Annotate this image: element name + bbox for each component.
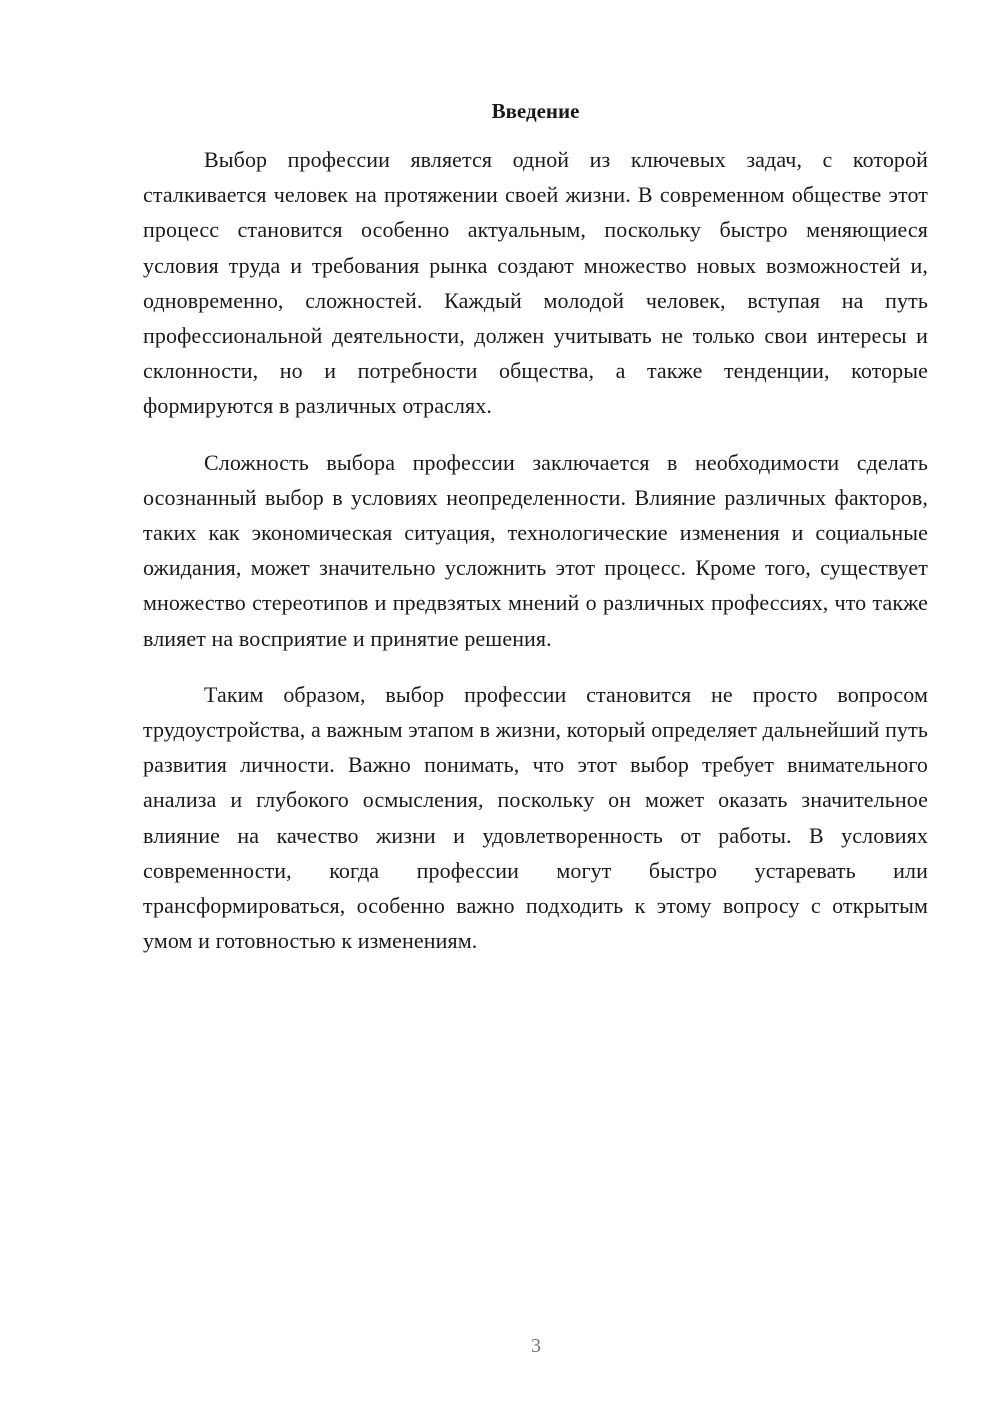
section-heading: Введение <box>491 99 580 123</box>
paragraph-2: Сложность выбора профессии заключается в необходимости сделать осознанный выбор в условиях неопределенности. Влияние различных факторов, таких как экономическая ситуация, технологические изменения и социальные ожидания, может значительно усложнить этот процесс. Кроме того, существует множество стереотипов и предвзятых мнений о различных профессиях, что также влияет на восприятие и принятие решения. <box>143 449 928 651</box>
body-text <box>143 142 928 979</box>
page-number: 3 <box>531 1335 541 1357</box>
paragraph-3: Таким образом, выбор профессии становится не просто вопросом трудоустройства, а важным этапом в жизни, который определяет дальнейший путь развития личности. Важно понимать, что этот выбор требует внимательного анализа и глубокого осмысления, поскольку он может оказать значительное влияние на качество жизни и удовлетворенность от работы. В условиях современности, когда профессии могут быстро устаревать или трансформироваться, особенно важно подходить к этому вопросу с открытым умом и готовностью к изменениям. <box>143 681 928 954</box>
paragraph-1: Выбор профессии является одной из ключевых задач, с которой сталкивается человек на протяжении своей жизни. В современном обществе этот процесс становится особенно актуальным, поскольку быстро меняющиеся условия труда и требования рынка создают множество новых возможностей и, одновременно, сложностей. Каждый молодой человек, вступая на путь профессиональной деятельности, должен учитывать не только свои интересы и склонности, но и потребности общества, а также тенденции, которые формируются в различных отраслях. <box>143 147 928 419</box>
